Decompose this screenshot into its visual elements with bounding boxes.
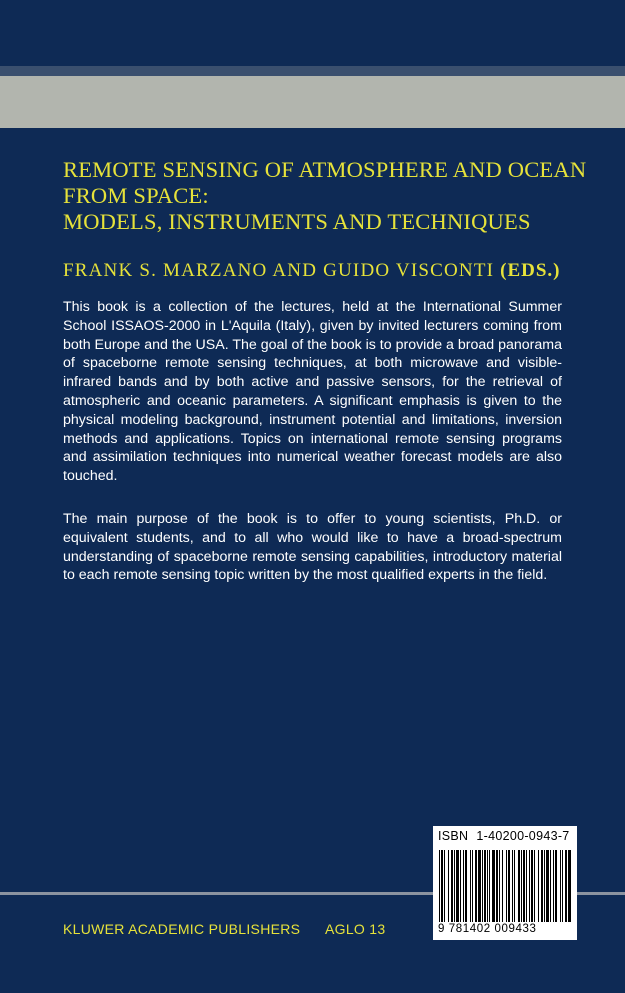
title-line-3: MODELS, INSTRUMENTS AND TECHNIQUES (63, 209, 531, 234)
barcode-bar (565, 850, 567, 922)
barcode-bar (550, 850, 551, 922)
barcode-bar (451, 850, 453, 922)
barcode-bar (482, 850, 483, 922)
barcode-bar (448, 850, 449, 922)
barcode-bar (475, 850, 477, 922)
barcode-bar (523, 850, 525, 922)
isbn-label: ISBN (438, 829, 469, 843)
barcode-bar (454, 850, 455, 922)
editors-suffix: (EDS.) (500, 260, 561, 281)
barcode-bar (489, 850, 490, 922)
barcode-bar (568, 850, 571, 922)
book-title (63, 157, 587, 235)
barcode-bar (544, 850, 545, 922)
barcode-bar (531, 850, 533, 922)
isbn-text (438, 829, 570, 843)
top-dark-band (0, 66, 625, 76)
barcode-bar (472, 850, 473, 922)
publisher-name: KLUWER ACADEMIC PUBLISHERS (63, 921, 301, 937)
editors-names: FRANK S. MARZANO AND GUIDO VISCONTI (63, 260, 495, 281)
barcode-bar (534, 850, 535, 922)
barcode-bar (492, 850, 495, 922)
barcode-bar (562, 850, 563, 922)
barcode-bar (484, 850, 486, 922)
isbn-barcode (433, 826, 577, 940)
blurb-paragraph-1: This book is a collection of the lectures, held at the International Summer School ISSAOS-2000 in L'Aquila (Italy), given by invited lecturers coming from both Europe and the USA. The goal of the book is to provide a broad panorama of spaceborne remote sensing techniques, at both microwave and visible-infrared bands and by both active and passive sensors, for the retrieval of atmospheric and oceanic parameters. A significant emphasis is given to the physical modeling background, instrument potential and limitations, inversion methods and applications. Topics on international remote sensing programs and assimilation techniques into numerical weather forecast models are also touched. (63, 299, 563, 485)
barcode-bar (512, 850, 513, 922)
barcode-bar (560, 850, 561, 922)
barcode-bar (541, 850, 543, 922)
barcode-bar (553, 850, 554, 922)
barcode-bar (499, 850, 500, 922)
barcode-bar (508, 850, 510, 922)
editors-line (63, 260, 561, 282)
isbn-number: 1-40200-0943-7 (476, 829, 570, 843)
barcode-bar (555, 850, 557, 922)
barcode-bar (521, 850, 522, 922)
barcode-bar (463, 850, 464, 922)
barcode-bar (502, 850, 503, 922)
barcode-bar (456, 850, 459, 922)
barcode-bar (506, 850, 507, 922)
blurb-paragraph-2: The main purpose of the book is to offer to young scientists, Ph.D. or equivalent students, and to all who would like to have a broad-spectrum understanding of spaceborne remote sensing capabilities, introductory material to each remote sensing topic written by the most qualified experts in the field. (63, 511, 562, 584)
top-light-band (0, 76, 625, 128)
barcode-bar (538, 850, 539, 922)
barcode-bar (478, 850, 481, 922)
barcode-bar (496, 850, 498, 922)
barcode-bar (546, 850, 549, 922)
barcode-bar (465, 850, 467, 922)
series-label: AGLO 13 (325, 921, 386, 937)
barcode-bar (441, 850, 443, 922)
title-line-2: FROM SPACE: (63, 183, 209, 208)
barcode-bar (518, 850, 520, 922)
barcode-bars (439, 850, 572, 922)
title-line-1: REMOTE SENSING OF ATMOSPHERE AND OCEAN (63, 157, 587, 182)
barcode-bar (526, 850, 527, 922)
barcode-bar (514, 850, 515, 922)
barcode-bar (470, 850, 471, 922)
ean-digits: 9 781402 009433 (438, 923, 537, 935)
barcode-bar (460, 850, 461, 922)
barcode-bar (444, 850, 445, 922)
barcode-bar (439, 850, 440, 922)
barcode-bar (487, 850, 488, 922)
barcode-bar (529, 850, 530, 922)
